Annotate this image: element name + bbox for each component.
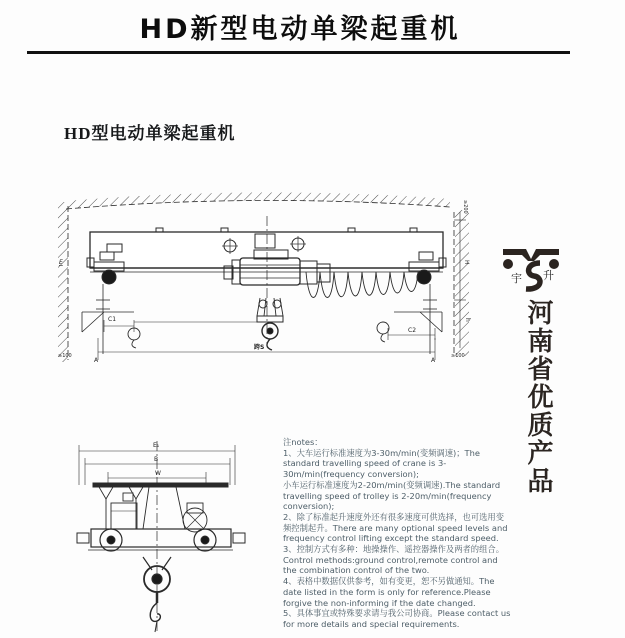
- notes-heading: 注notes：: [283, 437, 323, 447]
- dim-label-min200: ≥200: [462, 200, 468, 214]
- page-title: HD新型电动单梁起重机: [139, 14, 461, 45]
- dim-label-min100-left: ≥100: [58, 353, 72, 359]
- dim-label-c2: C2: [408, 327, 417, 334]
- dim-label-b: B: [154, 456, 159, 463]
- logo-char-left: 宇: [511, 272, 522, 285]
- trolley-frame: [99, 487, 207, 532]
- end-carriage: [77, 529, 245, 551]
- note-line: 5、具体事宜或特殊要求请与我公司协商。Please contact us for more details and special requirements.: [283, 608, 511, 629]
- hook-block: [257, 298, 283, 350]
- logo-char-right: 升: [543, 269, 554, 282]
- crane-side-view-drawing: [73, 433, 263, 638]
- note-line: 3、控制方式有多种：地操操作、遥控器操作及两者的组合。Control methods:ground control,remote control and the combination control of the two.: [283, 544, 504, 576]
- notes-block: [283, 437, 511, 630]
- s-curve: [526, 263, 540, 289]
- dim-label-a-right: A: [431, 357, 436, 364]
- crane-front-view-drawing: [58, 188, 480, 378]
- note-line: 4、表格中数据仅供参考，如有变更，恕不另做通知。The date listed in the form is only for reference.Please forgive the non-informing if the date changed.: [283, 576, 495, 608]
- festoon-cables: [306, 272, 418, 298]
- dim-label-h-upper: H: [463, 260, 470, 265]
- left-wall-hatch: [58, 202, 68, 362]
- note-line: 小车运行标准速度为2-20m/min(变频调速).The standard travelling speed of trolley is 2-20m/min(frequency conversion);: [283, 479, 501, 512]
- vertical-slogan: 河南省优质产品: [523, 299, 553, 495]
- dim-label-c1: C1: [108, 316, 117, 323]
- note-line: 1、大车运行标准速度为3-30m/min(变频调速)；The standard travelling speed of crane is 3-30m/min(frequency conversion);: [283, 447, 480, 480]
- dim-label-e: E: [59, 259, 63, 266]
- title-divider: [27, 51, 570, 54]
- dim-label-min100-right: ≥100: [451, 353, 465, 359]
- note-line: 2、除了标准起升速度外还有很多速度可供选择，也可选用变频控制起升。There are many optional speed levels and frequency control lifting except the standard speed.: [283, 511, 508, 544]
- dim-label-e1: E₁: [153, 442, 160, 449]
- dim-label-w: W: [155, 470, 161, 477]
- right-wall-hatch: [455, 210, 469, 356]
- dim-label-h-lower: h: [464, 318, 471, 322]
- girder-rail: [93, 483, 228, 487]
- dim-label-a-left: A: [94, 357, 99, 364]
- section-heading: HD型电动单梁起重机: [64, 124, 236, 143]
- dim-label-span: 跨S: [254, 344, 265, 351]
